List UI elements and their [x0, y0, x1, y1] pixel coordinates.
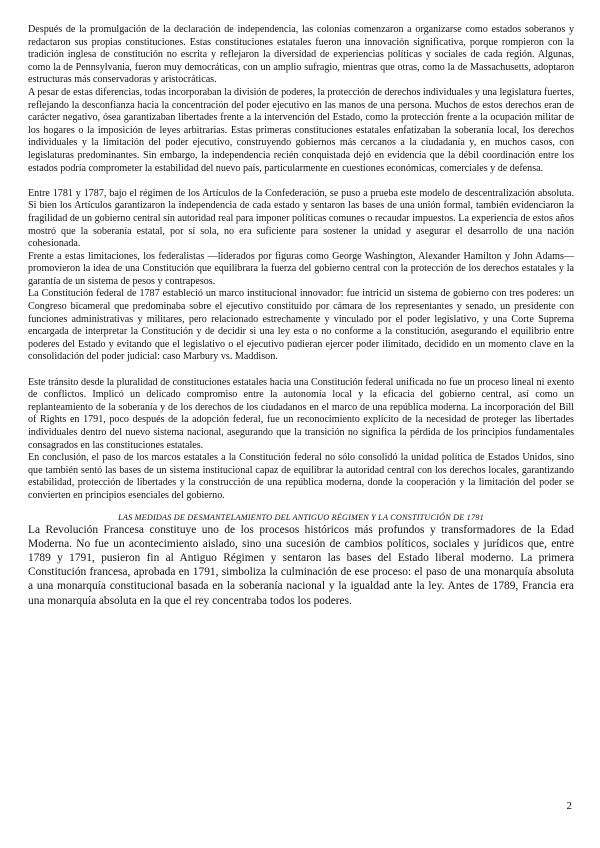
paragraph: Este tránsito desde la pluralidad de constituciones estatales hacia una Constitución federal unificada no fue un proceso lineal ni exento de conflictos. Implicó un delicado compromiso entre la autonomía local y la eficacia del gobierno central, así como un replanteamiento de la soberanía y de los derechos de los ciudadanos en el marco de una república moderna. La incorporación del Bill of Rights en 1791, poco después de la adopción federal, fue un reconocimiento explícito de la necesidad de proteger las libertades individuales dentro del nuevo sistema nacional, asegurando que la transición no significa la pérdida de los principios fundamentales consagrados en las constituciones estatales. — [28, 376, 574, 451]
paragraph: Frente a estas limitaciones, los federalistas —liderados por figuras como George Washington, Alexander Hamilton y John Adams— promovieron la idea de una Constitución que equilibrara la fuerza del gobierno central con la protección de los derechos estatales y la garantía de un sistema de pesos y contrapesos. — [28, 250, 574, 287]
paragraph: A pesar de estas diferencias, todas incorporaban la división de poderes, la protección de derechos individuales y una legislatura fuertes, reflejando la desconfianza hacia la concentración del poder ejecutivo en las manos de una persona. Muchos de estos derechos eran de carácter negativo, ósea garantizaban libertades frente a la intervención del Estado, como la protección frente a la ocupación militar de los hogares o la imposición de leyes arbitrarias. Estas primeras constituciones estatales enfatizaban la soberanía local, los derechos individuales y la limitación del poder ejecutivo, construyendo gobiernos más cercanos a la ciudadanía y, en muchos casos, con legislaturas predominantes. Sin embargo, la independencia recién conquistada dejó en evidencia que la débil coordinación entre los estados podría comprometer la estabilidad del nuevo país, particularmente en cuestiones económicas, comerciales y de defensa. — [28, 86, 574, 174]
paragraph: En conclusión, el paso de los marcos estatales a la Constitución federal no sólo consolidó la unidad política de Estados Unidos, sino que también sentó las bases de un sistema institucional capaz de equilibrar la autoridad central con los derechos locales, garantizando estabilidad, protección de libertades y la construcción de una república moderna, donde la cooperación y la limitación del poder se convierten en principios esenciales del gobierno. — [28, 452, 574, 501]
page-number: 2 — [566, 800, 572, 812]
paragraph: Entre 1781 y 1787, bajo el régimen de los Artículos de la Confederación, se puso a prueba este modelo de descentralización absoluta. Si bien los Artículos garantizaron la independencia de cada estado y sentaron las bases de una unión formal, también evidenciaron la fragilidad de un gobierno central sin autoridad real para imponer políticas comunes o recaudar impuestos. La experiencia de estos años mostró que la soberanía estatal, por sí sola, no era suficiente para sostener la unidad y asegurar el desarrollo de una nación cohesionada. — [28, 187, 574, 250]
paragraph: La Constitución federal de 1787 estableció un marco institucional innovador: fue intricid un sistema de gobierno con tres poderes: un Congreso bicameral que predominaba sobre el ejecutivo constituido por cámara de los representantes y senado, un presidente con funciones administrativas y militares, pero relacionado estrechamente y vinculado por el poder legislativo, y una Corte Suprema encargada de interpretar la Constitución y de decidir si una ley esta o no conforme a la constitución, asegurando el equilibrio entre poderes del Estado y evitando que el legislativo o el ejecutivo pudieran ejercer poder ilimitado, decidido en un momento clave en la consolidación del poder judicial: caso Marbury vs. Maddison. — [28, 288, 574, 363]
section-title: LAS MEDIDAS DE DESMANTELAMIENTO DEL ANTIGUO RÉGIMEN Y LA CONSTITUCIÓN DE 1791 — [118, 512, 484, 522]
document-page — [28, 24, 574, 608]
paragraph-gap — [28, 364, 574, 377]
paragraph-gap — [28, 175, 574, 188]
paragraph: La Revolución Francesa constituye uno de los procesos históricos más profundos y transformadores de la Edad Moderna. No fue un acontecimiento aislado, sino una sucesión de cambios políticos, sociales y jurídicos que, entre 1789 y 1791, pusieron fin al Antiguo Régimen y sentaron las bases del Estado liberal moderno. La primera Constitución francesa, aprobada en 1791, simboliza la culminación de ese proceso: el paso de una monarquía absoluta a una monarquía constitucional basada en la soberanía nacional y la igualdad ante la ley. Antes de 1789, Francia era una monarquía absoluta en la que el rey concentraba todos los poderes. — [28, 523, 574, 607]
paragraph: Después de la promulgación de la declaración de independencia, las colonias comenzaron a organizarse como estados soberanos y redactaron sus propias constituciones. Estas constituciones estatales fueron una innovación significativa, porque rompieron con la tradición inglesa de constitución no escrita y reflejaron la diversidad de experiencias políticas y sociales de cada región. Algunas, como la de Pennsylvania, fueron muy democráticas, con un amplio sufragio, mientras que otras, como la de Massachusetts, adoptaron estructuras más conservadoras y aristocráticas. — [28, 24, 574, 86]
